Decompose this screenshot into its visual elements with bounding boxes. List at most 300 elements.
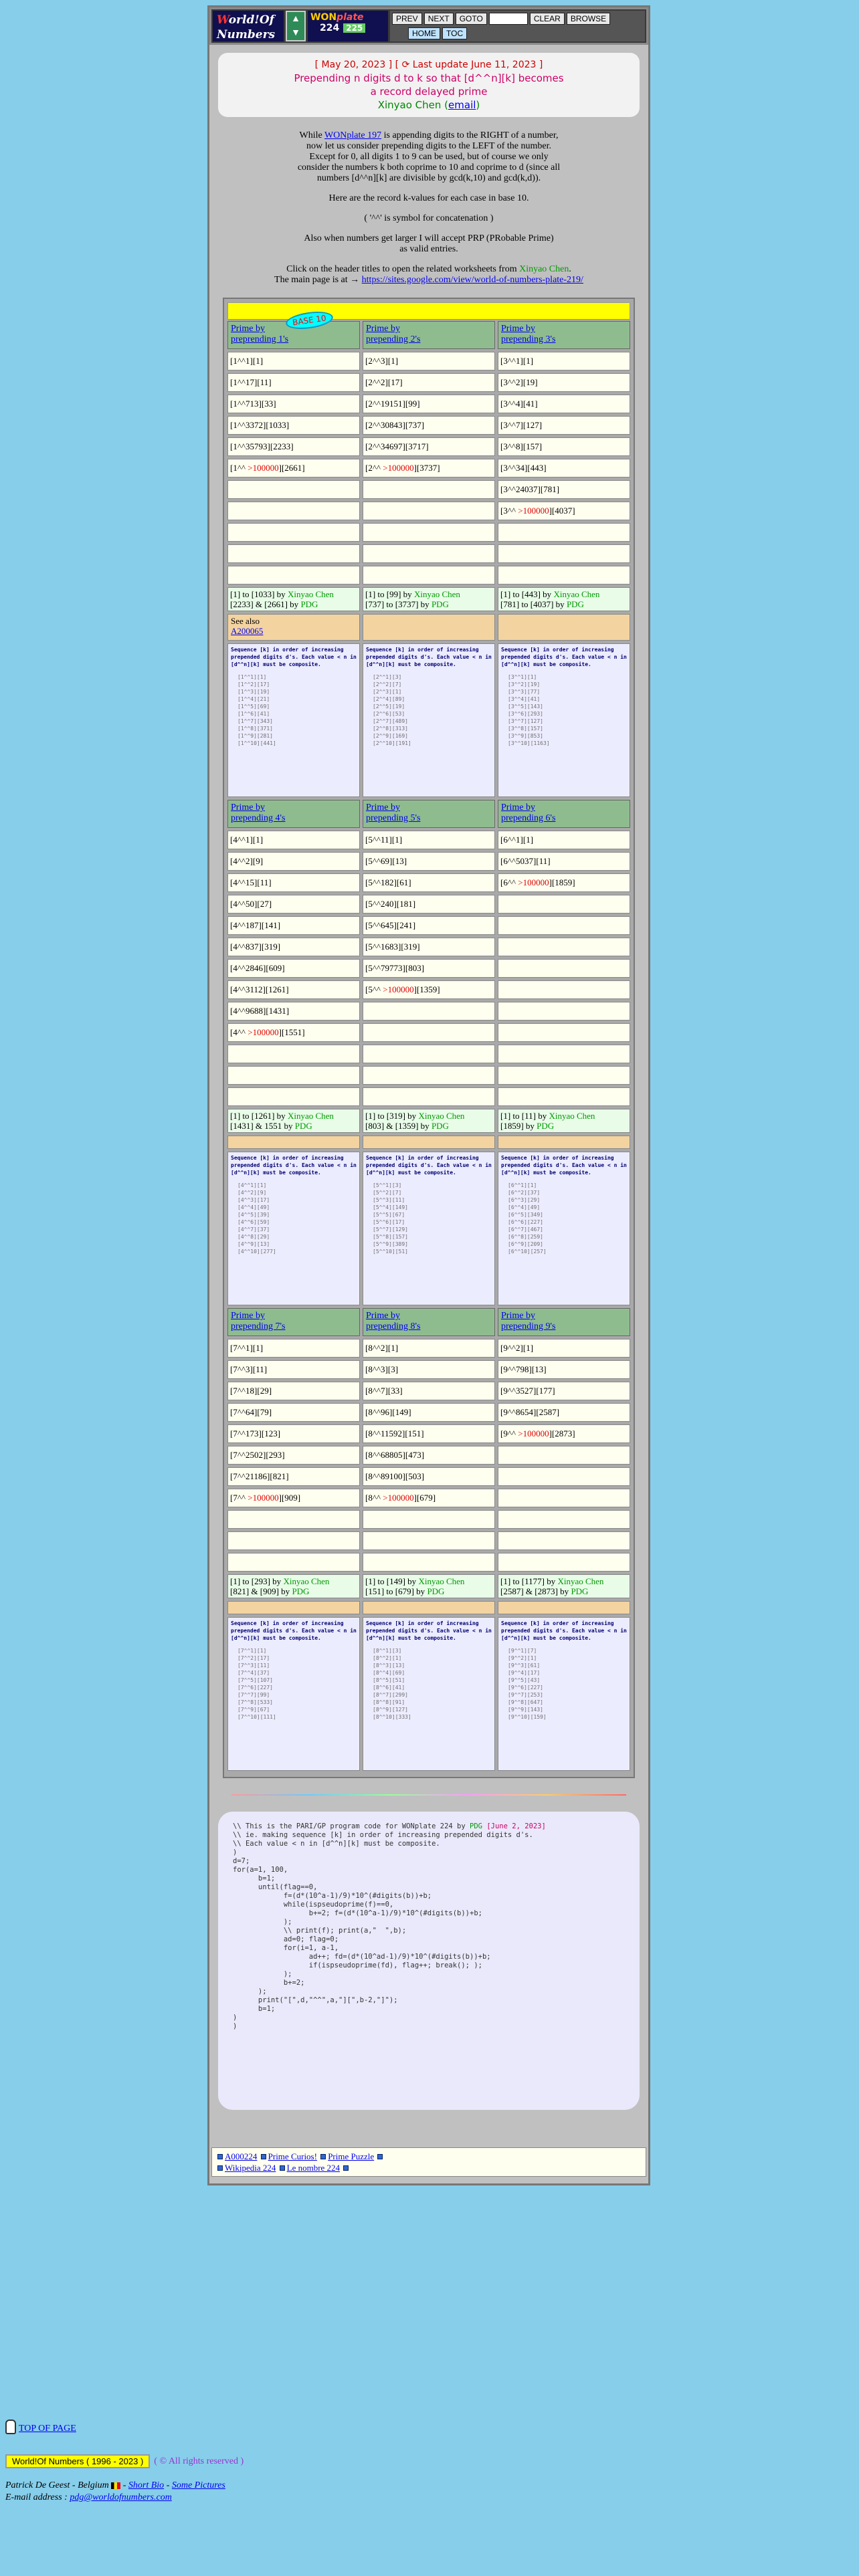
result-range: [1] to [1177] by (500, 1576, 556, 1586)
table-cell (363, 523, 495, 542)
sequence-item: [7^^8][533] (237, 1699, 273, 1705)
sequence-item: [4^^3][17] (237, 1197, 270, 1203)
table-row (227, 416, 630, 435)
sequence-item: [7^^5][107] (237, 1677, 273, 1683)
table-cell (363, 1087, 495, 1106)
result-range: [1] to [443] by (500, 589, 552, 599)
sequence-item: [2^^1][3] (373, 674, 402, 680)
sequence-item: [7^^4][37] (237, 1670, 270, 1676)
related-link[interactable]: A000224 (225, 2151, 258, 2161)
column-header[interactable] (498, 800, 630, 828)
sequence-item: [7^^3][11] (237, 1662, 270, 1669)
sequence-note: Sequence [k] in order of increasing prepended digits d's. Each value < n in [d^^n][k] must be composite. (501, 647, 627, 667)
header-row (227, 313, 630, 349)
sequence-item: [1^^8][371] (237, 726, 273, 732)
table-cell (498, 1489, 630, 1507)
table-cell: [1^^1][1] (227, 352, 360, 370)
intro-p1-a: While (299, 130, 322, 140)
table-row (227, 566, 630, 584)
sequence-item: [7^^1][1] (237, 1648, 267, 1654)
table-row (227, 459, 630, 477)
table-cell (363, 1066, 495, 1085)
result-author: Xinyao Chen (418, 1576, 465, 1586)
table-cell: [2^^34697][3717] (363, 437, 495, 456)
sequence-cell (227, 1152, 360, 1305)
peach-cell (498, 1601, 630, 1614)
sequence-item: [1^^7][343] (237, 718, 273, 724)
table-cell (363, 480, 495, 499)
result-pdg: PDG (571, 1586, 589, 1596)
result-range: [1] to [1261] by (230, 1111, 286, 1121)
result-pdg: PDG (294, 1121, 312, 1131)
link-bullet-icon (280, 2165, 285, 2171)
sequence-item: [4^^9][13] (237, 1241, 270, 1247)
column-header[interactable] (363, 800, 495, 828)
table-cell: [2^^2][17] (363, 373, 495, 392)
table-cell (363, 1510, 495, 1529)
author-email-link[interactable]: email (448, 99, 476, 111)
table-row (227, 873, 630, 892)
table-cell: [1^^713][33] (227, 395, 360, 413)
next-plate-number[interactable]: 225 (343, 23, 365, 33)
sequence-item: [8^^10][333] (373, 1714, 411, 1720)
table-row (227, 1424, 630, 1443)
site-years: World!Of Numbers ( 1996 - 2023 ) (5, 2454, 150, 2468)
sequence-note: Sequence [k] in order of increasing prepended digits d's. Each value < n in [d^^n][k] must be composite. (501, 1155, 627, 1176)
column-header[interactable] (227, 313, 360, 349)
goto-input[interactable] (489, 13, 528, 25)
sequence-item: [4^^5][39] (237, 1212, 270, 1218)
see-also-label: See also (231, 616, 260, 626)
sequence-note: Sequence [k] in order of increasing prepended digits d's. Each value < n in [d^^n][k] must be composite. (231, 1155, 357, 1176)
pari-gp-code (218, 1812, 640, 2110)
result-range-2: [781] to [4037] by (500, 599, 565, 609)
arrow-down-icon[interactable]: ▼ (291, 27, 300, 38)
sequence-item: [3^^8][157] (508, 726, 543, 732)
sequence-item: [9^^6][227] (508, 1685, 543, 1691)
logo-numbers: Numbers (217, 28, 276, 41)
nav-button-toc[interactable]: TOC (442, 27, 467, 39)
intro-p4-l1: Also when numbers get larger I will accept PRP (PRobable Prime) (304, 233, 554, 243)
worksheet-link[interactable]: Prime by prepending 5's (366, 802, 421, 823)
table-cell: [2^^19151][99] (363, 395, 495, 413)
sequence-item: [1^^2][17] (237, 681, 270, 687)
result-author: Xinyao Chen (283, 1576, 330, 1586)
sequence-item: [7^^6][227] (237, 1685, 273, 1691)
table-cell: [4^^15][11] (227, 873, 360, 892)
sequence-cell (363, 1152, 495, 1305)
column-header[interactable] (227, 1308, 360, 1336)
plate-text: plate (337, 12, 364, 23)
table-row (227, 502, 630, 520)
nav-button-clear[interactable]: CLEAR (530, 13, 565, 25)
table-cell: [4^^50][27] (227, 895, 360, 914)
nav-button-browse[interactable]: BROWSE (567, 13, 610, 25)
sequence-item: [5^^2][7] (373, 1190, 402, 1196)
table-row (227, 352, 630, 370)
table-cell (498, 1446, 630, 1465)
peach-cell (227, 1601, 360, 1614)
table-row (227, 1382, 630, 1400)
sequence-item: [2^^9][169] (373, 733, 408, 739)
table-cell: [5^^69][13] (363, 852, 495, 871)
sequence-item: [9^^3][61] (508, 1662, 541, 1669)
sequence-item: [2^^7][489] (373, 718, 408, 724)
code-body: \\ ie. making sequence [k] in order of increasing prepended digits d's. \\ Each value < n in [d^^n][k] must be composite. ) d=7; for(a=1, 100, b=1; until(flag==0, f=(d*(10^a-1)/9)*10^(#digits(b))+b; while(ispseudoprime(f)==0, b+=2; f=(d*(10^a-1)/9)*10^(#digits(b))+b; ); \\ print(f); print(a," ",b); ad=0; flag=0; for(i=1, a-1, ad++; fd=(d*(10^ad-1)/9)*10^(#digits(b))+b; if(ispseudoprime(fd), flag++; break(); ); ); b+=2; ); print("[",d,"^^",a,"][",b-2,"]"); b=1; ) ) (233, 1831, 533, 2030)
table-cell (498, 523, 630, 542)
table-cell (498, 916, 630, 935)
sequence-item: [9^^10][159] (508, 1714, 547, 1720)
sequence-item: [2^^3][1] (373, 689, 402, 695)
table-cell: [5^^240][181] (363, 895, 495, 914)
sequence-item: [7^^2][17] (237, 1655, 270, 1661)
logo-word: orld!Of (228, 13, 274, 27)
table-row (227, 1045, 630, 1063)
sequence-item: [8^^7][299] (373, 1692, 408, 1698)
footer-author: Patrick De Geest - Belgium (5, 2480, 109, 2490)
table-cell: [4^^ >100000][1551] (227, 1023, 360, 1042)
column-header[interactable] (498, 321, 630, 349)
header-row (227, 800, 630, 828)
sequence-item: [6^^10][257] (508, 1249, 547, 1255)
table-row (227, 1087, 630, 1106)
table-cell: [4^^3112][1261] (227, 980, 360, 999)
table-row (227, 1066, 630, 1085)
sequence-note: Sequence [k] in order of increasing prepended digits d's. Each value < n in [d^^n][k] must be composite. (231, 647, 357, 667)
sequence-item: [8^^2][1] (373, 1655, 402, 1661)
table-cell: [8^^89100][503] (363, 1467, 495, 1486)
sequence-item: [6^^6][227] (508, 1219, 543, 1225)
intro-p4-l2: as valid entries. (399, 244, 458, 254)
table-cell: [5^^11][1] (363, 831, 495, 849)
table-cell (363, 1531, 495, 1550)
sequence-item: [8^^3][13] (373, 1662, 405, 1669)
result-author: Xinyao Chen (553, 589, 600, 599)
sequence-item: [5^^10][51] (373, 1249, 408, 1255)
sequence-row (227, 1152, 630, 1305)
sequence-item: [6^^2][37] (508, 1190, 541, 1196)
sequence-item: [6^^3][29] (508, 1197, 541, 1203)
column-header[interactable] (498, 1308, 630, 1336)
sequence-item: [3^^4][41] (508, 696, 541, 702)
table-cell: [3^^2][19] (498, 373, 630, 392)
table-cell: [9^^798][13] (498, 1360, 630, 1379)
sequence-item: [9^^5][43] (508, 1677, 541, 1683)
sequence-item: [4^^8][29] (237, 1234, 270, 1240)
table-cell: [4^^2][9] (227, 852, 360, 871)
table-cell: [3^^4][41] (498, 395, 630, 413)
result-range-2: [151] to [679] by (365, 1586, 425, 1596)
intro-p5-l2: The main page is at → (274, 275, 360, 285)
related-link[interactable]: Le nombre 224 (286, 2163, 341, 2173)
results-cell (227, 1574, 360, 1598)
sequence-item: [5^^4][149] (373, 1204, 408, 1210)
email-label: E-mail address : (5, 2492, 68, 2502)
sequence-item: [3^^3][77] (508, 689, 541, 695)
sequence-item: [5^^1][3] (373, 1182, 402, 1188)
result-range-2: [1859] by (500, 1121, 535, 1131)
table-row (227, 544, 630, 563)
sequence-note: Sequence [k] in order of increasing prepended digits d's. Each value < n in [d^^n][k] must be composite. (501, 1620, 627, 1641)
table-cell: [3^^34][443] (498, 459, 630, 477)
table-cell (498, 1087, 630, 1106)
worksheet-link[interactable]: Prime by prepending 4's (231, 802, 286, 823)
nav-button-goto[interactable]: GOTO (456, 13, 487, 25)
some-pictures-link[interactable]: Some Pictures (171, 2480, 225, 2490)
table-row (227, 1446, 630, 1465)
table-cell: [2^^30843][737] (363, 416, 495, 435)
peach-cell (498, 614, 630, 641)
sequence-item: [2^^2][7] (373, 681, 402, 687)
worksheet-link[interactable]: Prime by preprending 1's (231, 324, 289, 344)
result-range-2: [2233] & [2661] by (230, 599, 299, 609)
limit-value: >100000 (383, 984, 414, 994)
limit-value: >100000 (383, 1493, 414, 1503)
result-pdg: PDG (431, 1121, 449, 1131)
sequence-item: [1^^6][41] (237, 711, 270, 717)
sequence-item: [5^^6][17] (373, 1219, 405, 1225)
table-row (227, 831, 630, 849)
peach-cell (363, 614, 495, 641)
limit-value: >100000 (248, 463, 279, 473)
nav-button-home[interactable]: HOME (408, 27, 440, 39)
top-of-page-link[interactable]: TOP OF PAGE (19, 2424, 76, 2434)
link-bullet-icon (217, 2165, 223, 2171)
table-cell: [7^^64][79] (227, 1403, 360, 1422)
table-cell (227, 1531, 360, 1550)
result-range: [1] to [1033] by (230, 589, 286, 599)
result-range-2: [821] & [909] by (230, 1586, 290, 1596)
sequence-item: [4^^4][49] (237, 1204, 270, 1210)
sequence-item: [3^^9][853] (508, 733, 543, 739)
sequence-note: Sequence [k] in order of increasing prepended digits d's. Each value < n in [d^^n][k] must be composite. (366, 1620, 492, 1641)
worksheet-link[interactable]: Prime by prepending 6's (501, 802, 556, 823)
top-of-page[interactable] (5, 2420, 76, 2434)
table-row (227, 895, 630, 914)
worksheet-link[interactable]: Prime by prepending 2's (366, 324, 421, 344)
table-cell: [9^^3527][177] (498, 1382, 630, 1400)
table-row (227, 437, 630, 456)
scroll-arrows[interactable] (286, 11, 306, 41)
table-cell (227, 1553, 360, 1572)
result-author: Xinyao Chen (557, 1576, 604, 1586)
short-bio-link[interactable]: Short Bio (128, 2480, 165, 2490)
sequence-note: Sequence [k] in order of increasing prepended digits d's. Each value < n in [d^^n][k] must be composite. (366, 1155, 492, 1176)
result-range: [1] to [149] by (365, 1576, 417, 1586)
peach-cell (363, 1136, 495, 1149)
base-10-badge: BASE 10 (285, 309, 334, 332)
intro-p1-l2: now let us consider prepending digits to the LEFT of the number. (306, 141, 552, 151)
table-cell: [6^^5037][11] (498, 852, 630, 871)
sequence-item: [3^^2][19] (508, 681, 541, 687)
copyright-bar (5, 2454, 244, 2468)
results-cell (363, 1109, 495, 1133)
sequence-note: Sequence [k] in order of increasing prepended digits d's. Each value < n in [d^^n][k] must be composite. (231, 1620, 357, 1641)
table-row (227, 852, 630, 871)
result-range: [1] to [293] by (230, 1576, 282, 1586)
sequence-item: [8^^5][51] (373, 1677, 405, 1683)
table-cell: [5^^645][241] (363, 916, 495, 935)
link-bullet-icon (320, 2154, 326, 2159)
table-cell (363, 502, 495, 520)
results-row (227, 587, 630, 611)
sequence-item: [5^^9][389] (373, 1241, 408, 1247)
results-cell (498, 587, 630, 611)
table-cell (498, 1467, 630, 1486)
sequence-item: [6^^1][1] (508, 1182, 537, 1188)
column-header[interactable] (363, 321, 495, 349)
table-cell: [9^^8654][2587] (498, 1403, 630, 1422)
results-cell (498, 1574, 630, 1598)
sequence-item: [3^^7][127] (508, 718, 543, 724)
sequence-row (227, 643, 630, 797)
intro-p5-a: Click on the header titles to open the related worksheets from (286, 264, 517, 274)
worksheet-link[interactable]: Prime by prepending 7's (231, 1311, 286, 1331)
sequence-item: [2^^5][19] (373, 704, 405, 710)
sequence-item: [5^^7][129] (373, 1226, 408, 1232)
results-cell (498, 1109, 630, 1133)
sequence-cell (498, 1617, 630, 1771)
sequence-item: [6^^8][259] (508, 1234, 543, 1240)
intro-p1-l4: consider the numbers k both coprime to 10 and coprime to d (since all (297, 163, 561, 173)
table-cell: [5^^79773][803] (363, 959, 495, 978)
table-cell (498, 566, 630, 584)
main-frame (207, 5, 650, 2185)
limit-value: >100000 (383, 463, 414, 473)
peach-cell (227, 1136, 360, 1149)
result-range-2: [1431] & 1551 by (230, 1121, 293, 1131)
table-row (227, 959, 630, 978)
link-bullet-icon (377, 2154, 383, 2159)
table-row (227, 1002, 630, 1021)
limit-value: >100000 (248, 1493, 279, 1503)
update-icon: ⟳ (401, 60, 410, 70)
page-title-line2: a record delayed prime (370, 86, 488, 98)
table-cell: [4^^187][141] (227, 916, 360, 935)
table-cell: [1^^ >100000][2661] (227, 459, 360, 477)
intro-p5-name: Xinyao Chen (519, 264, 569, 274)
table-cell: [7^^2502][293] (227, 1446, 360, 1465)
results-cell (363, 1574, 495, 1598)
see-also-row (227, 1601, 630, 1614)
result-range: [1] to [319] by (365, 1111, 417, 1121)
see-also-row (227, 1136, 630, 1149)
table-row (227, 980, 630, 999)
sequence-item: [4^^10][277] (237, 1249, 276, 1255)
table-cell: [6^^ >100000][1859] (498, 873, 630, 892)
sequence-item: [2^^4][89] (373, 696, 405, 702)
table-cell (227, 1087, 360, 1106)
results-row (227, 1109, 630, 1133)
related-link[interactable]: Wikipedia 224 (225, 2163, 276, 2173)
sequence-item: [9^^4][17] (508, 1670, 541, 1676)
sequence-item: [9^^9][143] (508, 1707, 543, 1713)
column-header[interactable] (227, 800, 360, 828)
column-header[interactable] (363, 1308, 495, 1336)
code-author: PDG (470, 1822, 482, 1830)
sequence-item: [3^^5][143] (508, 704, 543, 710)
code-line1: \\ This is the PARI/GP program code for WONplate 224 by (233, 1822, 466, 1830)
worksheet-link[interactable]: Prime by prepending 8's (366, 1311, 421, 1331)
table-cell (498, 938, 630, 956)
results-cell (363, 587, 495, 611)
arrow-up-icon[interactable]: ▲ (291, 13, 300, 24)
worksheet-link[interactable]: Prime by prepending 9's (501, 1311, 556, 1331)
sequence-item: [9^^1][7] (508, 1648, 537, 1654)
creation-date: [ May 20, 2023 ] [ (314, 60, 399, 70)
sequence-cell (227, 1617, 360, 1771)
footer-email-link[interactable]: pdg@worldofnumbers.com (70, 2492, 172, 2502)
result-author: Xinyao Chen (418, 1111, 465, 1121)
table-row (227, 1467, 630, 1486)
intro-p1-b: is appending digits to the RIGHT of a number, (383, 130, 559, 140)
nav-button-prev[interactable]: PREV (392, 13, 422, 25)
related-link[interactable]: Prime Puzzle (328, 2151, 375, 2161)
table-cell (498, 544, 630, 563)
wonplate-197-link[interactable]: WONplate 197 (324, 130, 382, 140)
table-cell: [8^^2][1] (363, 1339, 495, 1358)
result-author: Xinyao Chen (287, 589, 334, 599)
table-cell: [5^^182][61] (363, 873, 495, 892)
table-cell (363, 1023, 495, 1042)
sequence-item: [3^^1][1] (508, 674, 537, 680)
nav-button-next[interactable]: NEXT (424, 13, 454, 25)
table-row (227, 1531, 630, 1550)
worksheet-link[interactable]: Prime by prepending 3's (501, 324, 556, 344)
sequence-item: [9^^7][253] (508, 1692, 543, 1698)
related-link[interactable]: Prime Curios! (268, 2151, 317, 2161)
table-cell: [2^^3][1] (363, 352, 495, 370)
table-row (227, 395, 630, 413)
link-bullet-icon (343, 2165, 349, 2171)
table-cell (227, 544, 360, 563)
header-row (227, 1308, 630, 1336)
table-cell (227, 1045, 360, 1063)
world-of-numbers-logo[interactable] (213, 11, 284, 41)
table-cell: [4^^2846][609] (227, 959, 360, 978)
result-author: Xinyao Chen (413, 589, 460, 599)
table-cell: [7^^1][1] (227, 1339, 360, 1358)
intro-p3: ( '^^' is symbol for concatenation ) (364, 213, 494, 223)
sequence-cell (498, 643, 630, 797)
link-bullet-icon (261, 2154, 266, 2159)
table-row (227, 938, 630, 956)
table-cell: [7^^3][11] (227, 1360, 360, 1379)
main-page-link[interactable]: https://sites.google.com/view/world-of-numbers-plate-219/ (361, 275, 583, 285)
sequence-item: [1^^3][19] (237, 689, 270, 695)
sequence-item: [4^^2][9] (237, 1190, 267, 1196)
link-bullet-icon (217, 2154, 223, 2159)
sequence-cell (363, 643, 495, 797)
oeis-link[interactable]: A200065 (231, 626, 264, 636)
result-author: Xinyao Chen (287, 1111, 334, 1121)
table-cell: [3^^7][127] (498, 416, 630, 435)
page-title-line1: Prepending n digits d to k so that [d^^n][k] becomes (294, 72, 564, 84)
table-top-bar (227, 302, 630, 320)
sequence-item: [2^^8][313] (373, 726, 408, 732)
table-row (227, 1553, 630, 1572)
table-cell: [2^^ >100000][3737] (363, 459, 495, 477)
table-cell (363, 544, 495, 563)
sequence-item: [9^^8][647] (508, 1699, 543, 1705)
limit-value: >100000 (518, 1428, 549, 1438)
plate-number: 224 (320, 23, 340, 33)
peach-cell (363, 1601, 495, 1614)
intro-p2: Here are the record k-values for each case in base 10. (328, 193, 529, 203)
table-row (227, 480, 630, 499)
result-range-2: [2587] & [2873] by (500, 1586, 569, 1596)
table-cell (227, 1510, 360, 1529)
